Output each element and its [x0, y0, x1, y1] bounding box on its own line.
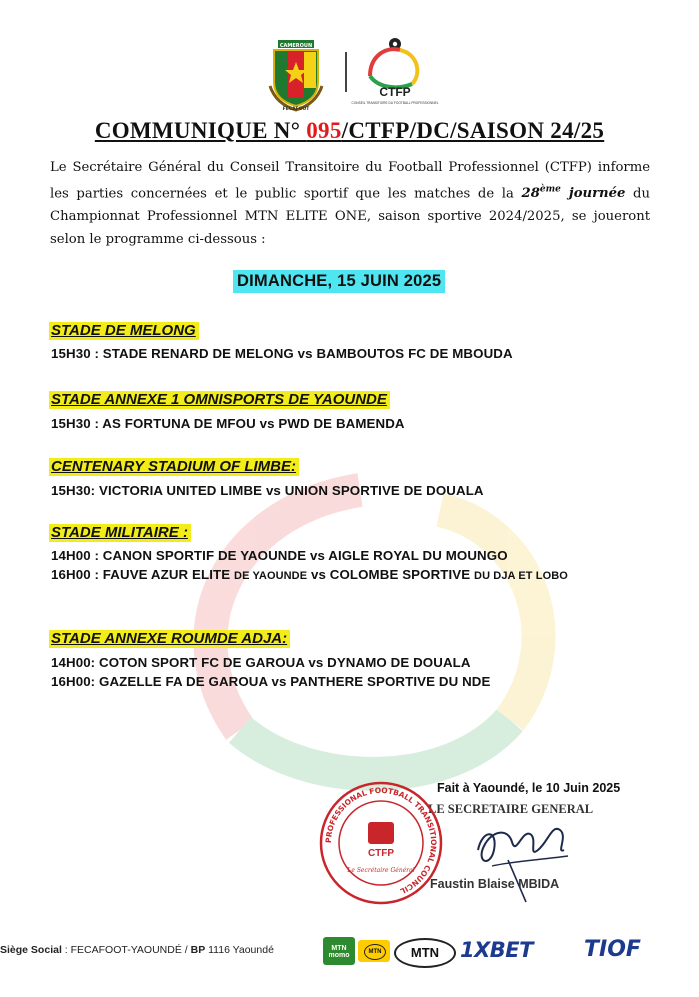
communique-title: COMMUNIQUE N° 095/CTFP/DC/SAISON 24/25 — [94, 118, 605, 143]
intro-paragraph: Le Secrétaire Général du Conseil Transitoire du Football Professionnel (CTFP) informe les parties concernées et le public sportif que les matches de la 28ème journée du Championnat Professionnel MTN ELITE ONE, saison sportive 2024/2025, se joueront selon le programme ci-dessous : — [50, 160, 650, 248]
tiof-logo: TIOF — [584, 937, 641, 962]
venue-heading: STADE ANNEXE ROUMDE ADJA: — [49, 630, 290, 648]
svg-text:CTFP: CTFP — [379, 85, 411, 99]
mtn-momo-logo: MTN momo — [323, 937, 355, 965]
venue-heading: STADE DE MELONG — [49, 322, 199, 340]
match-line: 15H30 : AS FORTUNA DE MFOU vs PWD DE BAMENDA — [51, 416, 405, 431]
svg-text:FECAFOOT: FECAFOOT — [282, 107, 310, 112]
venue-heading: STADE MILITAIRE : — [49, 524, 191, 542]
1xbet-logo: 1XBET — [460, 938, 533, 962]
ctfp-logo — [351, 36, 439, 114]
mtn-logo: MTN — [394, 938, 456, 968]
mtn-small-logo: MTN — [358, 940, 390, 962]
communique-number: 095 — [306, 118, 342, 143]
logo-divider — [345, 52, 347, 92]
svg-text:CAMEROUN: CAMEROUN — [279, 43, 313, 49]
match-line: 14H00: COTON SPORT FC DE GAROUA vs DYNAMO DE DOUALA — [51, 655, 471, 670]
match-line: 15H30 : STADE RENARD DE MELONG vs BAMBOUTOS FC DE MBOUDA — [51, 346, 513, 361]
match-line: 14H00 : CANON SPORTIF DE YAOUNDE vs AIGLE ROYAL DU MOUNGO — [51, 548, 508, 563]
official-stamp-icon — [318, 780, 444, 906]
venue-heading: STADE ANNEXE 1 OMNISPORTS DE YAOUNDE — [49, 391, 390, 409]
venue-heading: CENTENARY STADIUM OF LIMBE: — [49, 458, 299, 476]
place-date: Fait à Yaoundé, le 10 Juin 2025 — [437, 781, 621, 795]
match-date-banner: DIMANCHE, 15 JUIN 2025 — [233, 270, 445, 293]
signatory-role: LE SECRETAIRE GENERAL — [428, 802, 594, 816]
signatory-name: Faustin Blaise MBIDA — [430, 877, 560, 891]
match-line: 16H00 : FAUVE AZUR ELITE DE YAOUNDE vs COLOMBE SPORTIVE DU DJA ET LOBO — [51, 567, 568, 582]
svg-text:CTFP: CTFP — [367, 848, 395, 859]
match-line: 16H00: GAZELLE FA DE GAROUA vs PANTHERE SPORTIVE DU NDE — [51, 674, 491, 689]
cameroon-shield-icon — [266, 38, 326, 112]
match-line: 15H30: VICTORIA UNITED LIMBE vs UNION SPORTIVE DE DOUALA — [51, 483, 484, 498]
footer-address: Siège Social : FECAFOOT-YAOUNDÉ / BP 1116 Yaoundé — [0, 944, 274, 956]
svg-text:PROFESSIONAL FOOTBALL TRANSITI: PROFESSIONAL FOOTBALL TRANSITIONAL COUNCIL — [323, 785, 439, 896]
svg-text:CONSEIL TRANSITOIRE DU FOOTBAL: CONSEIL TRANSITOIRE DU FOOTBALL PROFESSIONNEL — [351, 101, 439, 105]
svg-text:Le Secrétaire Général: Le Secrétaire Général — [347, 867, 415, 874]
